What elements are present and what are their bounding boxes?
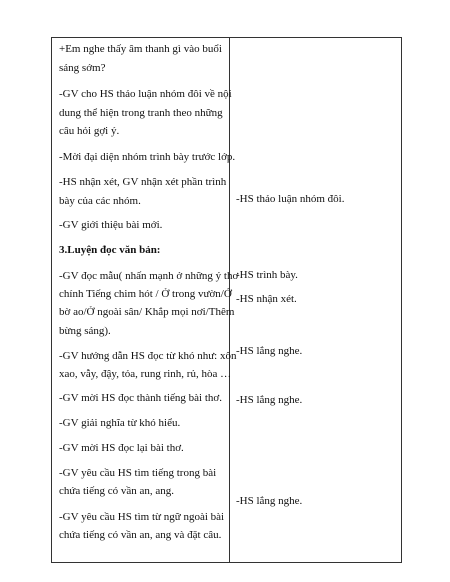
section-heading: 3.Luyện đọc văn bản: (59, 244, 161, 256)
teacher-activity-line: -Mời đại diện nhóm trình bày trước lớp. (59, 151, 236, 163)
teacher-activity-line: -HS nhận xét, GV nhận xét phần trình (59, 176, 227, 188)
student-activity-line: -HS lắng nghe. (236, 495, 303, 507)
lesson-table (51, 37, 402, 563)
teacher-activity-line: -GV mời HS đọc thành tiếng bài thơ. (59, 392, 222, 404)
student-activity-line: -HS lắng nghe. (236, 394, 303, 406)
teacher-activity-line: chính Tiếng chim hót / Ở trong vườn/Ở (59, 288, 232, 300)
teacher-activity-line: câu hỏi gợi ý. (59, 125, 120, 137)
student-activity-line: -HS lắng nghe. (236, 345, 303, 357)
teacher-activity-line: chứa tiếng có vần an, ang. (59, 485, 175, 497)
teacher-activity-line: +Em nghe thấy âm thanh gì vào buổi (59, 43, 222, 55)
teacher-activity-line: bừng sáng). (59, 325, 111, 337)
teacher-activity-line: -GV mời HS đọc lại bài thơ. (59, 442, 184, 454)
teacher-activity-line: sáng sớm? (59, 62, 106, 74)
teacher-activity-line: xao, vẫy, đậy, tỏa, rung rinh, rủ, hòa … (59, 368, 232, 380)
teacher-activity-line: -GV giới thiệu bài mới. (59, 219, 163, 231)
teacher-activity-line: dung thể hiện trong tranh theo những (59, 107, 223, 119)
teacher-activity-line: -GV cho HS thảo luận nhóm đôi về nội (59, 88, 232, 100)
teacher-activity-line: -GV yêu cầu HS tìm tiếng trong bài (59, 467, 217, 479)
teacher-activity-line: -GV đọc mẫu( nhấn mạnh ở những ý thơ (59, 270, 239, 282)
teacher-activity-line: bày của các nhóm. (59, 195, 141, 207)
teacher-activity-line: bờ ao/Ở ngoài sân/ Khắp mọi nơi/Thêm (59, 306, 235, 318)
teacher-activity-line: -GV giải nghĩa từ khó hiểu. (59, 417, 181, 429)
teacher-activity-line: chứa tiếng có vần an, ang và đặt câu. (59, 529, 222, 541)
student-activity-line: -HS nhận xét. (236, 293, 297, 305)
teacher-activity-line: -GV hướng dẫn HS đọc từ khó như: xôn (59, 350, 237, 362)
teacher-activity-line: -GV yêu cầu HS tìm từ ngữ ngoài bài (59, 511, 225, 523)
student-activity-line: -HS trình bày. (236, 269, 298, 281)
student-activity-line: -HS thảo luận nhóm đôi. (236, 193, 345, 205)
